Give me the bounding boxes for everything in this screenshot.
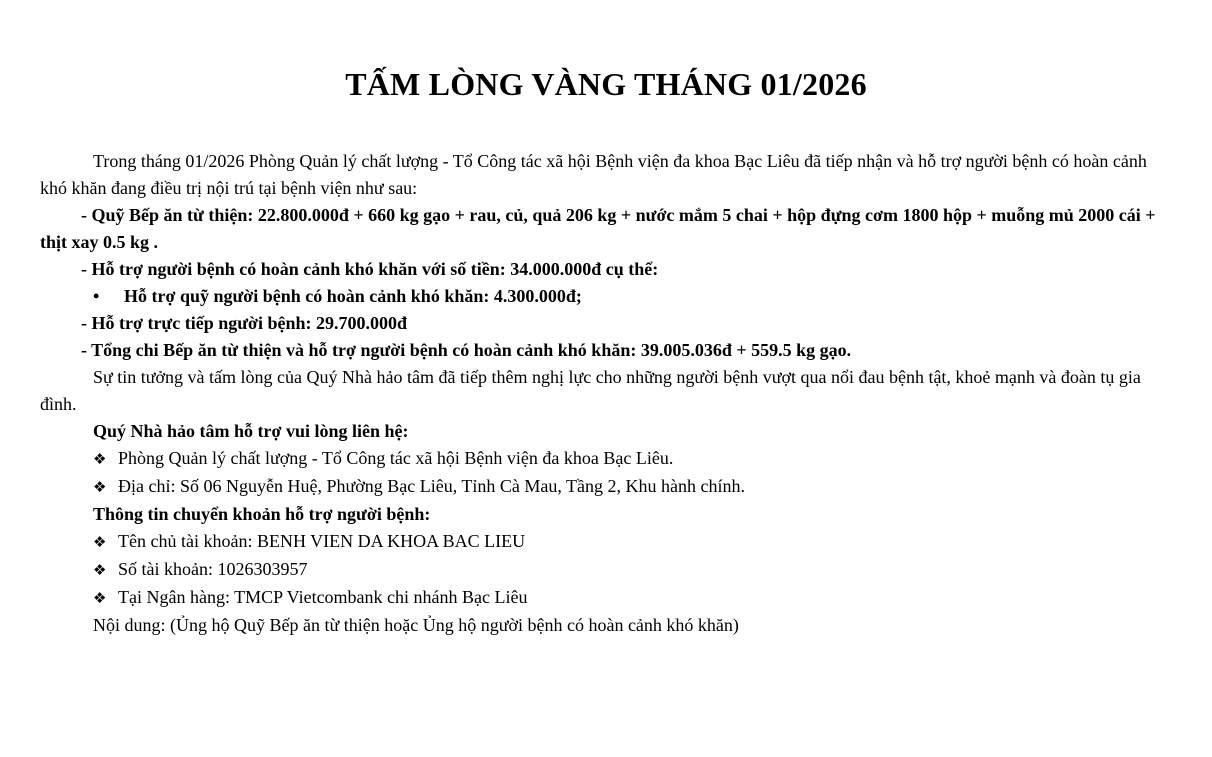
transfer-item xyxy=(40,528,1175,556)
transfer-item-text: Tại Ngân hàng: TMCP Vietcombank chi nhánh Bạc Liêu xyxy=(118,587,528,607)
intro-paragraph: Trong tháng 01/2026 Phòng Quản lý chất lượng - Tổ Công tác xã hội Bệnh viện đa khoa Bạc Liêu đã tiếp nhận và hỗ trợ người bệnh có hoàn cảnh khó khăn đang điều trị nội trú tại bệnh viện như sau: xyxy=(40,151,1147,198)
content-note: Nội dung: (Ủng hộ Quỹ Bếp ăn từ thiện hoặc Ủng hộ người bệnh có hoàn cảnh khó khăn) xyxy=(93,615,739,635)
diamond-bullet-icon: ❖ xyxy=(93,561,107,579)
transfer-item-text: Tên chủ tài khoản: BENH VIEN DA KHOA BAC LIEU xyxy=(118,531,526,551)
transfer-item xyxy=(40,556,1175,584)
diamond-bullet-icon: ❖ xyxy=(93,533,107,551)
support-total-line: - Hỗ trợ người bệnh có hoàn cảnh khó khăn với số tiền: 34.000.000đ cụ thể: xyxy=(81,259,659,279)
diamond-bullet-icon: ❖ xyxy=(93,589,107,607)
kitchen-fund-line: - Quỹ Bếp ăn từ thiện: 22.800.000đ + 660 kg gạo + rau, củ, quả 206 kg + nước mắm 5 chai + hộp đựng cơm 1800 hộp + muỗng mủ 2000 cái + thịt xay 0.5 kg . xyxy=(40,205,1156,252)
diamond-bullet-icon: ❖ xyxy=(93,450,107,468)
contact-item xyxy=(40,445,1175,473)
transfer-item-text: Số tài khoản: 1026303957 xyxy=(118,559,308,579)
page-title: TẤM LÒNG VÀNG THÁNG 01/2026 xyxy=(345,66,867,102)
diamond-bullet-icon: ❖ xyxy=(93,478,107,496)
gratitude-paragraph: Sự tin tưởng và tấm lòng của Quý Nhà hảo tâm đã tiếp thêm nghị lực cho những người bệnh vượt qua nổi đau bệnh tật, khoẻ mạnh và đoàn tụ gia đình. xyxy=(40,367,1141,414)
support-fund-text: Hỗ trợ quỹ người bệnh có hoàn cảnh khó khăn: 4.300.000đ; xyxy=(124,286,582,306)
support-fund-bullet xyxy=(40,283,1175,310)
document-body xyxy=(40,148,1175,639)
transfer-item xyxy=(40,584,1175,612)
transfer-heading: Thông tin chuyển khoản hỗ trợ người bệnh: xyxy=(93,504,431,524)
contact-item-text: Phòng Quản lý chất lượng - Tổ Công tác xã hội Bệnh viện đa khoa Bạc Liêu. xyxy=(118,448,674,468)
contact-heading: Quý Nhà hảo tâm hỗ trợ vui lòng liên hệ: xyxy=(93,421,409,441)
contact-item-text: Địa chỉ: Số 06 Nguyễn Huệ, Phường Bạc Liêu, Tỉnh Cà Mau, Tầng 2, Khu hành chính. xyxy=(118,476,746,496)
contact-item xyxy=(40,473,1175,501)
support-direct-line: - Hỗ trợ trực tiếp người bệnh: 29.700.000đ xyxy=(81,313,408,333)
bullet-icon: • xyxy=(93,286,100,306)
grand-total-line: - Tổng chi Bếp ăn từ thiện và hỗ trợ người bệnh có hoàn cảnh khó khăn: 39.005.036đ + 559.5 kg gạo. xyxy=(81,340,852,360)
